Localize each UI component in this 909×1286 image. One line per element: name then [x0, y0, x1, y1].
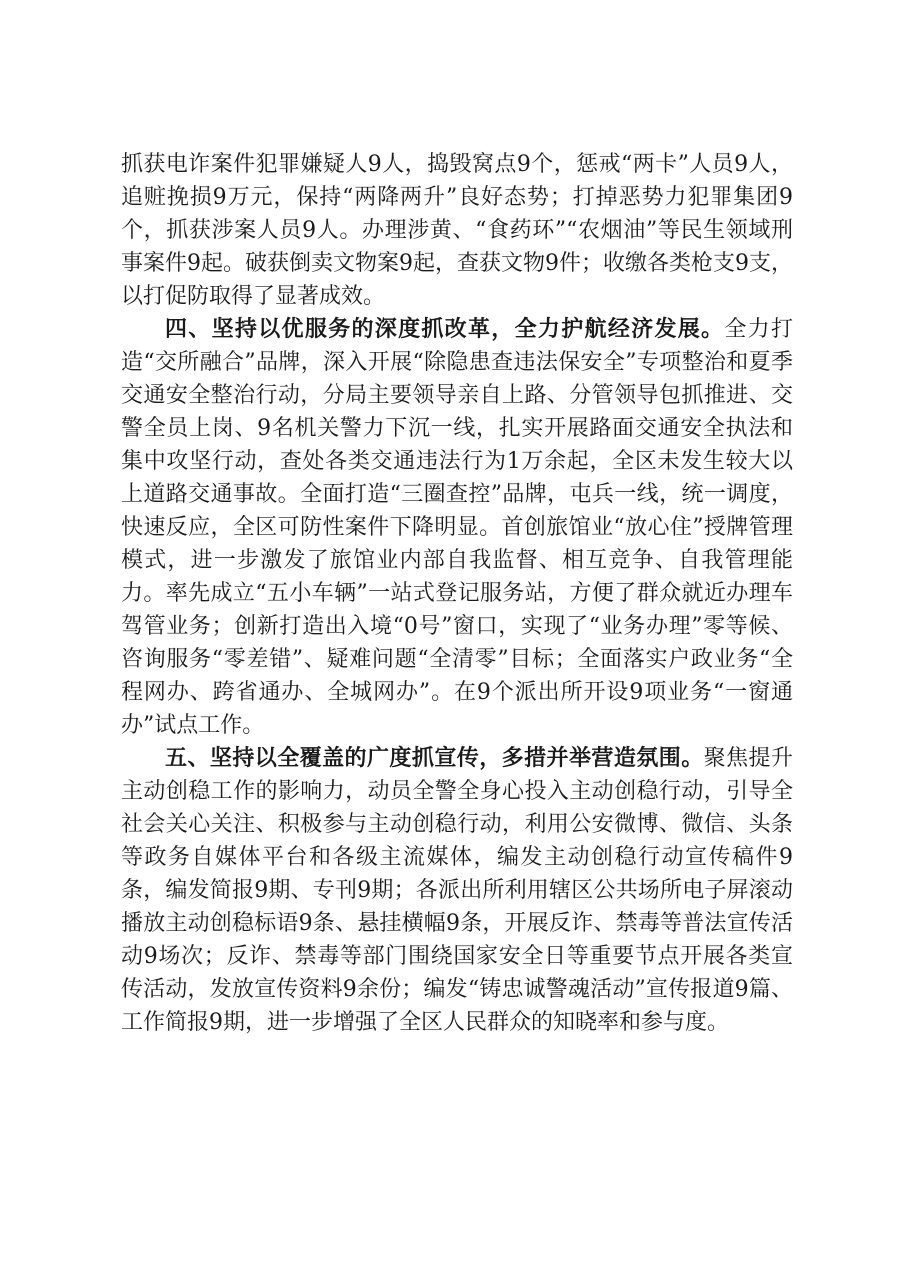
paragraph-crackdown-results: 抓获电诈案件犯罪嫌疑人9人，捣毁窝点9个，惩戒“两卡”人员9人，追赃挽损9万元，保持“两降两升”良好态势；打掉恶势力犯罪集团9个，抓获涉案人员9人。办理涉黄、“食药环”“农烟油”等民生领域刑事案件9起。破获倒卖文物案9起，查获文物9件；收缴各类枪支9支，以打促防取得了显著成效。	[121, 152, 793, 309]
section-4-body: 全力打造“交所融合”品牌，深入开展“除隐患查违法保安全”专项整治和夏季交通安全整治行动，分局主要领导亲自上路、分管领导包抓推进、交警全员上岗、9名机关警力下沉一线，扎实开展路面交通安全执法和集中攻坚行动，查处各类交通违法行为1万余起，全区未发生较大以上道路交通事故。全面打造“三圈查控”品牌，屯兵一线，统一调度，快速反应，全区可防性案件下降明显。首创旅馆业“放心住”授牌管理模式，进一步激发了旅馆业内部自我监督、相互竞争、自我管理能力。率先成立“五小车辆”一站式登记服务站，方便了群众就近办理车驾管业务；创新打造出入境“0号”窗口，实现了“业务办理”零等候、咨询服务“零差错”、疑难问题“全清零”目标；全面落实户政业务“全程网办、跨省通办、全城网办”。在9个派出所开设9项业务“一窗通办”试点工作。	[121, 317, 793, 738]
document-body	[121, 148, 793, 1039]
paragraph-section-5	[121, 742, 793, 1039]
section-4-heading: 四、坚持以优服务的深度抓改革，全力护航经济发展。	[165, 317, 725, 342]
section-5-heading: 五、坚持以全覆盖的广度抓宣传，多措并举营造氛围。	[165, 746, 704, 771]
section-5-body: 聚焦提升主动创稳工作的影响力，动员全警全身心投入主动创稳行动，引导全社会关心关注、积极参与主动创稳行动，利用公安微博、微信、头条等政务自媒体平台和各级主流媒体，编发主动创稳行动宣传稿件9条，编发简报9期、专刊9期；各派出所利用辖区公共场所电子屏滚动播放主动创稳标语9条、悬挂横幅9条，开展反诈、禁毒等普法宣传活动9场次；反诈、禁毒等部门围绕国家安全日等重要节点开展各类宣传活动，发放宣传资料9余份；编发“铸忠诚警魂活动”宣传报道9篇、工作简报9期，进一步增强了全区人民群众的知晓率和参与度。	[121, 746, 793, 1035]
paragraph-section-4	[121, 313, 793, 742]
